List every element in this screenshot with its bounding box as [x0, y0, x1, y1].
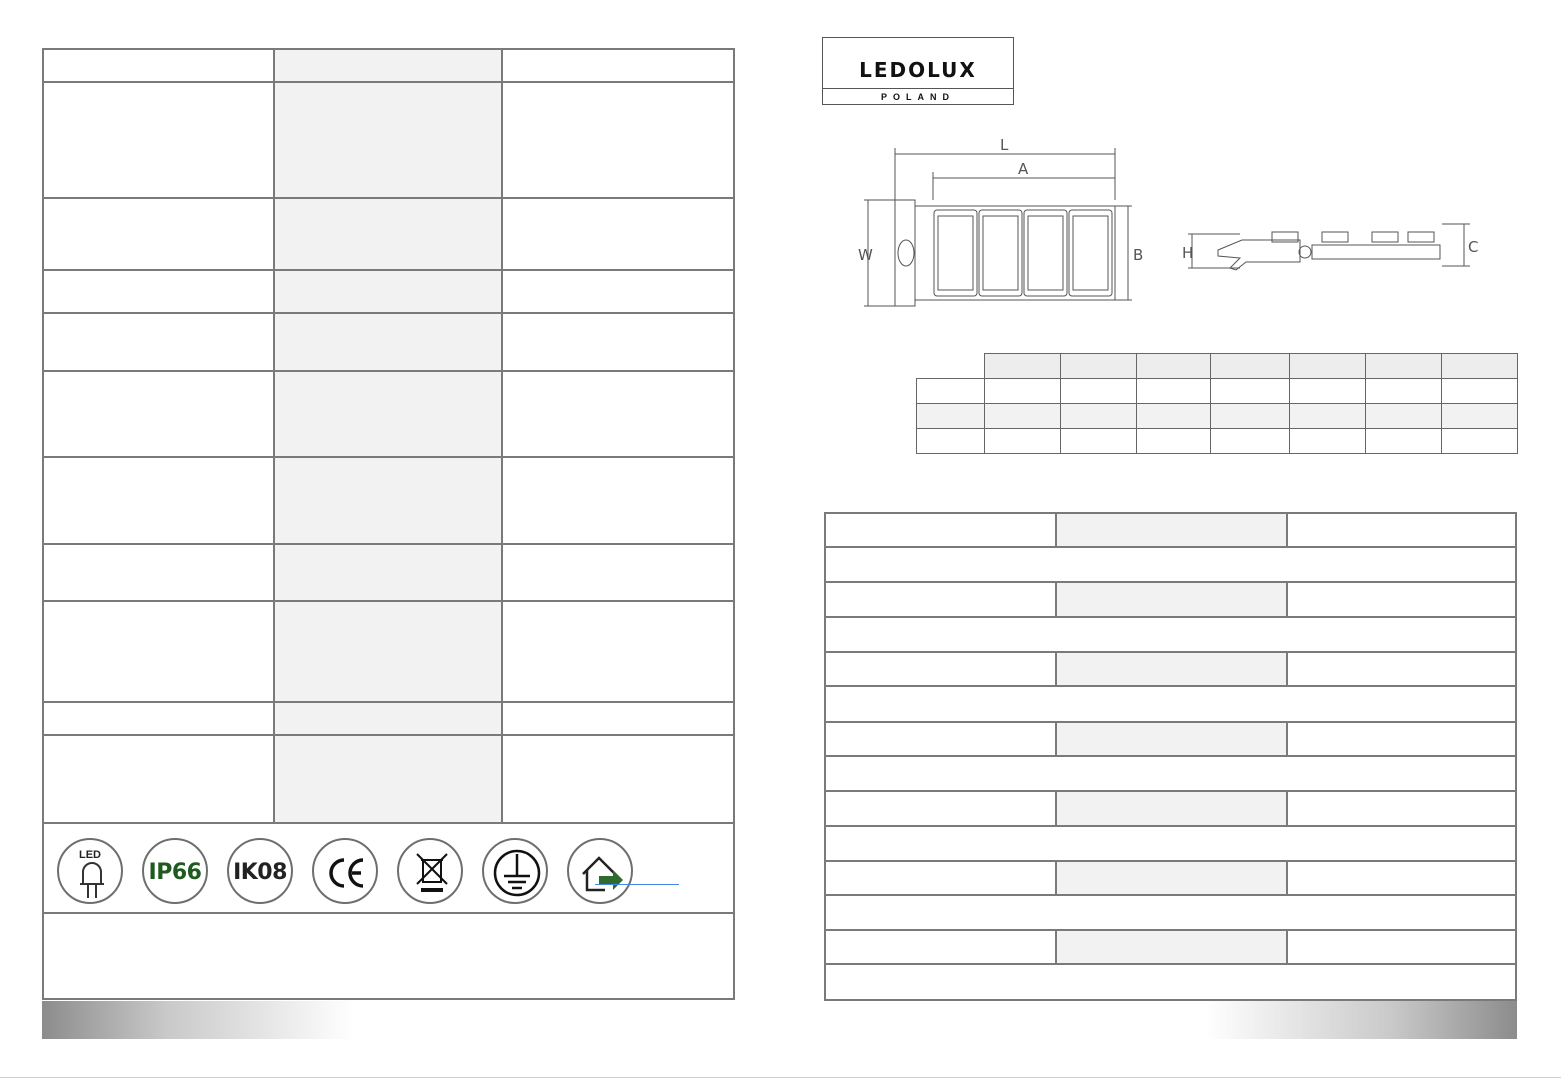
spec-section-row — [826, 687, 1515, 723]
dimension-cell — [1060, 378, 1137, 404]
page-footer-shade-left — [42, 1001, 735, 1039]
spec-cell — [275, 458, 503, 543]
ik08-badge-label: IK08 — [233, 860, 287, 885]
outdoor-use-icon — [567, 838, 633, 904]
spec-cell — [275, 602, 503, 701]
spec-cell — [1288, 862, 1515, 894]
dimension-header-cell — [1060, 353, 1137, 379]
dimension-header-cell — [1136, 353, 1211, 379]
spec-row — [826, 862, 1515, 896]
spec-row — [44, 703, 733, 736]
ip66-badge-icon — [142, 838, 208, 904]
side-view-drawing — [1180, 218, 1480, 278]
spec-section-row — [826, 548, 1515, 583]
logo-country-text: POLAND — [881, 92, 955, 102]
spec-row — [826, 931, 1515, 965]
spec-cell — [1288, 792, 1515, 825]
ip66-badge-label: IP66 — [148, 860, 202, 885]
spec-row — [826, 583, 1515, 618]
spec-cell — [503, 271, 733, 312]
dimension-cell — [1441, 378, 1518, 404]
certification-badges-row — [44, 824, 733, 914]
spec-cell — [503, 703, 733, 734]
ledolux-logo — [822, 37, 1014, 105]
dimension-cell — [1441, 403, 1518, 429]
spec-cell — [275, 314, 503, 370]
spec-cell — [1288, 583, 1515, 616]
led-badge-label: LED — [79, 849, 101, 861]
spec-cell — [44, 314, 275, 370]
spec-cell — [1057, 931, 1288, 963]
spec-row — [44, 314, 733, 372]
spec-table-left — [42, 48, 735, 1000]
dimension-cell — [1060, 428, 1137, 454]
spec-cell — [1057, 653, 1288, 685]
top-view-drawing — [850, 130, 1170, 310]
spec-row — [44, 736, 733, 824]
dimension-header-cell — [1210, 353, 1290, 379]
spec-cell — [503, 314, 733, 370]
dimension-label-a: A — [1018, 160, 1029, 178]
spec-cell — [1288, 931, 1515, 963]
logo-brand-text: LEDOLUX — [859, 58, 977, 82]
dimension-header-cell — [1289, 353, 1366, 379]
spec-row — [44, 271, 733, 314]
spec-cell — [1057, 514, 1288, 546]
spec-section-row — [826, 965, 1515, 999]
spec-row — [44, 545, 733, 602]
spec-cell — [44, 602, 275, 701]
weee-bin-icon — [397, 838, 463, 904]
page-bottom-rule — [0, 1077, 1561, 1078]
spec-cell — [275, 50, 503, 81]
spec-cell — [1288, 514, 1515, 546]
logo-divider — [823, 88, 1013, 89]
spec-section-row — [826, 896, 1515, 931]
spec-row — [44, 458, 733, 545]
dimension-header-cell — [1365, 353, 1442, 379]
dimension-cell — [984, 428, 1061, 454]
dimension-header-cell — [984, 353, 1061, 379]
spec-cell — [44, 736, 275, 822]
spec-cell — [826, 931, 1057, 963]
ground-symbol-icon — [482, 838, 548, 904]
link-underline[interactable] — [595, 884, 679, 885]
dimension-cell — [1210, 378, 1290, 404]
ik08-badge-icon — [227, 838, 293, 904]
dimension-cell — [1289, 428, 1366, 454]
spec-section-row — [826, 618, 1515, 653]
dimension-label-h: H — [1182, 244, 1194, 262]
spec-cell — [275, 372, 503, 456]
spec-cell — [1057, 723, 1288, 755]
dimension-cell — [916, 403, 985, 429]
dimension-label-l: L — [1000, 136, 1009, 154]
spec-cell — [275, 199, 503, 269]
spec-row — [826, 792, 1515, 827]
spec-cell — [826, 723, 1057, 755]
spec-cell — [503, 50, 733, 81]
spec-table-right — [824, 512, 1517, 1001]
spec-cell — [275, 545, 503, 600]
spec-row — [826, 653, 1515, 687]
ce-mark-icon — [312, 838, 378, 904]
dimension-cell — [1289, 378, 1366, 404]
spec-cell — [1057, 862, 1288, 894]
spec-cell — [826, 792, 1057, 825]
dimension-label-w: W — [858, 246, 873, 264]
spec-row — [826, 723, 1515, 757]
dimension-cell — [916, 428, 985, 454]
spec-cell — [503, 83, 733, 197]
spec-cell — [275, 83, 503, 197]
spec-row — [44, 83, 733, 199]
dimension-cell — [1210, 403, 1290, 429]
dimension-cell — [1210, 428, 1290, 454]
spec-cell — [1288, 653, 1515, 685]
dimension-header-cell — [1441, 353, 1518, 379]
page-footer-shade-right — [824, 1001, 1517, 1039]
spec-cell — [44, 50, 275, 81]
spec-cell — [44, 199, 275, 269]
spec-cell — [275, 703, 503, 734]
spec-row — [44, 50, 733, 83]
dimension-cell — [984, 403, 1061, 429]
spec-row — [44, 602, 733, 703]
spec-cell — [503, 199, 733, 269]
spec-cell — [44, 458, 275, 543]
dimension-cell — [1365, 428, 1442, 454]
dimension-cell — [1289, 403, 1366, 429]
spec-cell — [1057, 583, 1288, 616]
spec-cell — [44, 271, 275, 312]
spec-cell — [503, 602, 733, 701]
dimensions-table — [916, 353, 1517, 453]
spec-row — [44, 199, 733, 271]
spec-cell — [826, 862, 1057, 894]
dimension-label-b: B — [1133, 246, 1144, 264]
dimension-cell — [1136, 378, 1211, 404]
spec-row — [826, 514, 1515, 548]
dimension-cell — [1365, 378, 1442, 404]
dimension-label-c: C — [1468, 238, 1479, 256]
spec-cell — [275, 736, 503, 822]
dimension-cell — [1136, 428, 1211, 454]
spec-section-row — [826, 757, 1515, 792]
spec-cell — [275, 271, 503, 312]
dimension-cell — [984, 378, 1061, 404]
spec-cell — [826, 514, 1057, 546]
spec-cell — [826, 583, 1057, 616]
spec-cell — [503, 545, 733, 600]
spec-cell — [1288, 723, 1515, 755]
spec-cell — [1057, 792, 1288, 825]
dimension-cell — [1136, 403, 1211, 429]
spec-section-row — [826, 827, 1515, 862]
spec-cell — [503, 372, 733, 456]
spec-cell — [503, 458, 733, 543]
dimension-cell — [916, 378, 985, 404]
spec-cell — [44, 372, 275, 456]
spec-cell — [44, 703, 275, 734]
dimension-cell — [1060, 403, 1137, 429]
spec-cell — [826, 653, 1057, 685]
dimension-cell — [1441, 428, 1518, 454]
spec-cell — [503, 736, 733, 822]
spec-row — [44, 372, 733, 458]
dimension-cell — [1365, 403, 1442, 429]
spec-cell — [44, 545, 275, 600]
led-badge-icon — [57, 838, 123, 904]
spec-cell — [44, 83, 275, 197]
